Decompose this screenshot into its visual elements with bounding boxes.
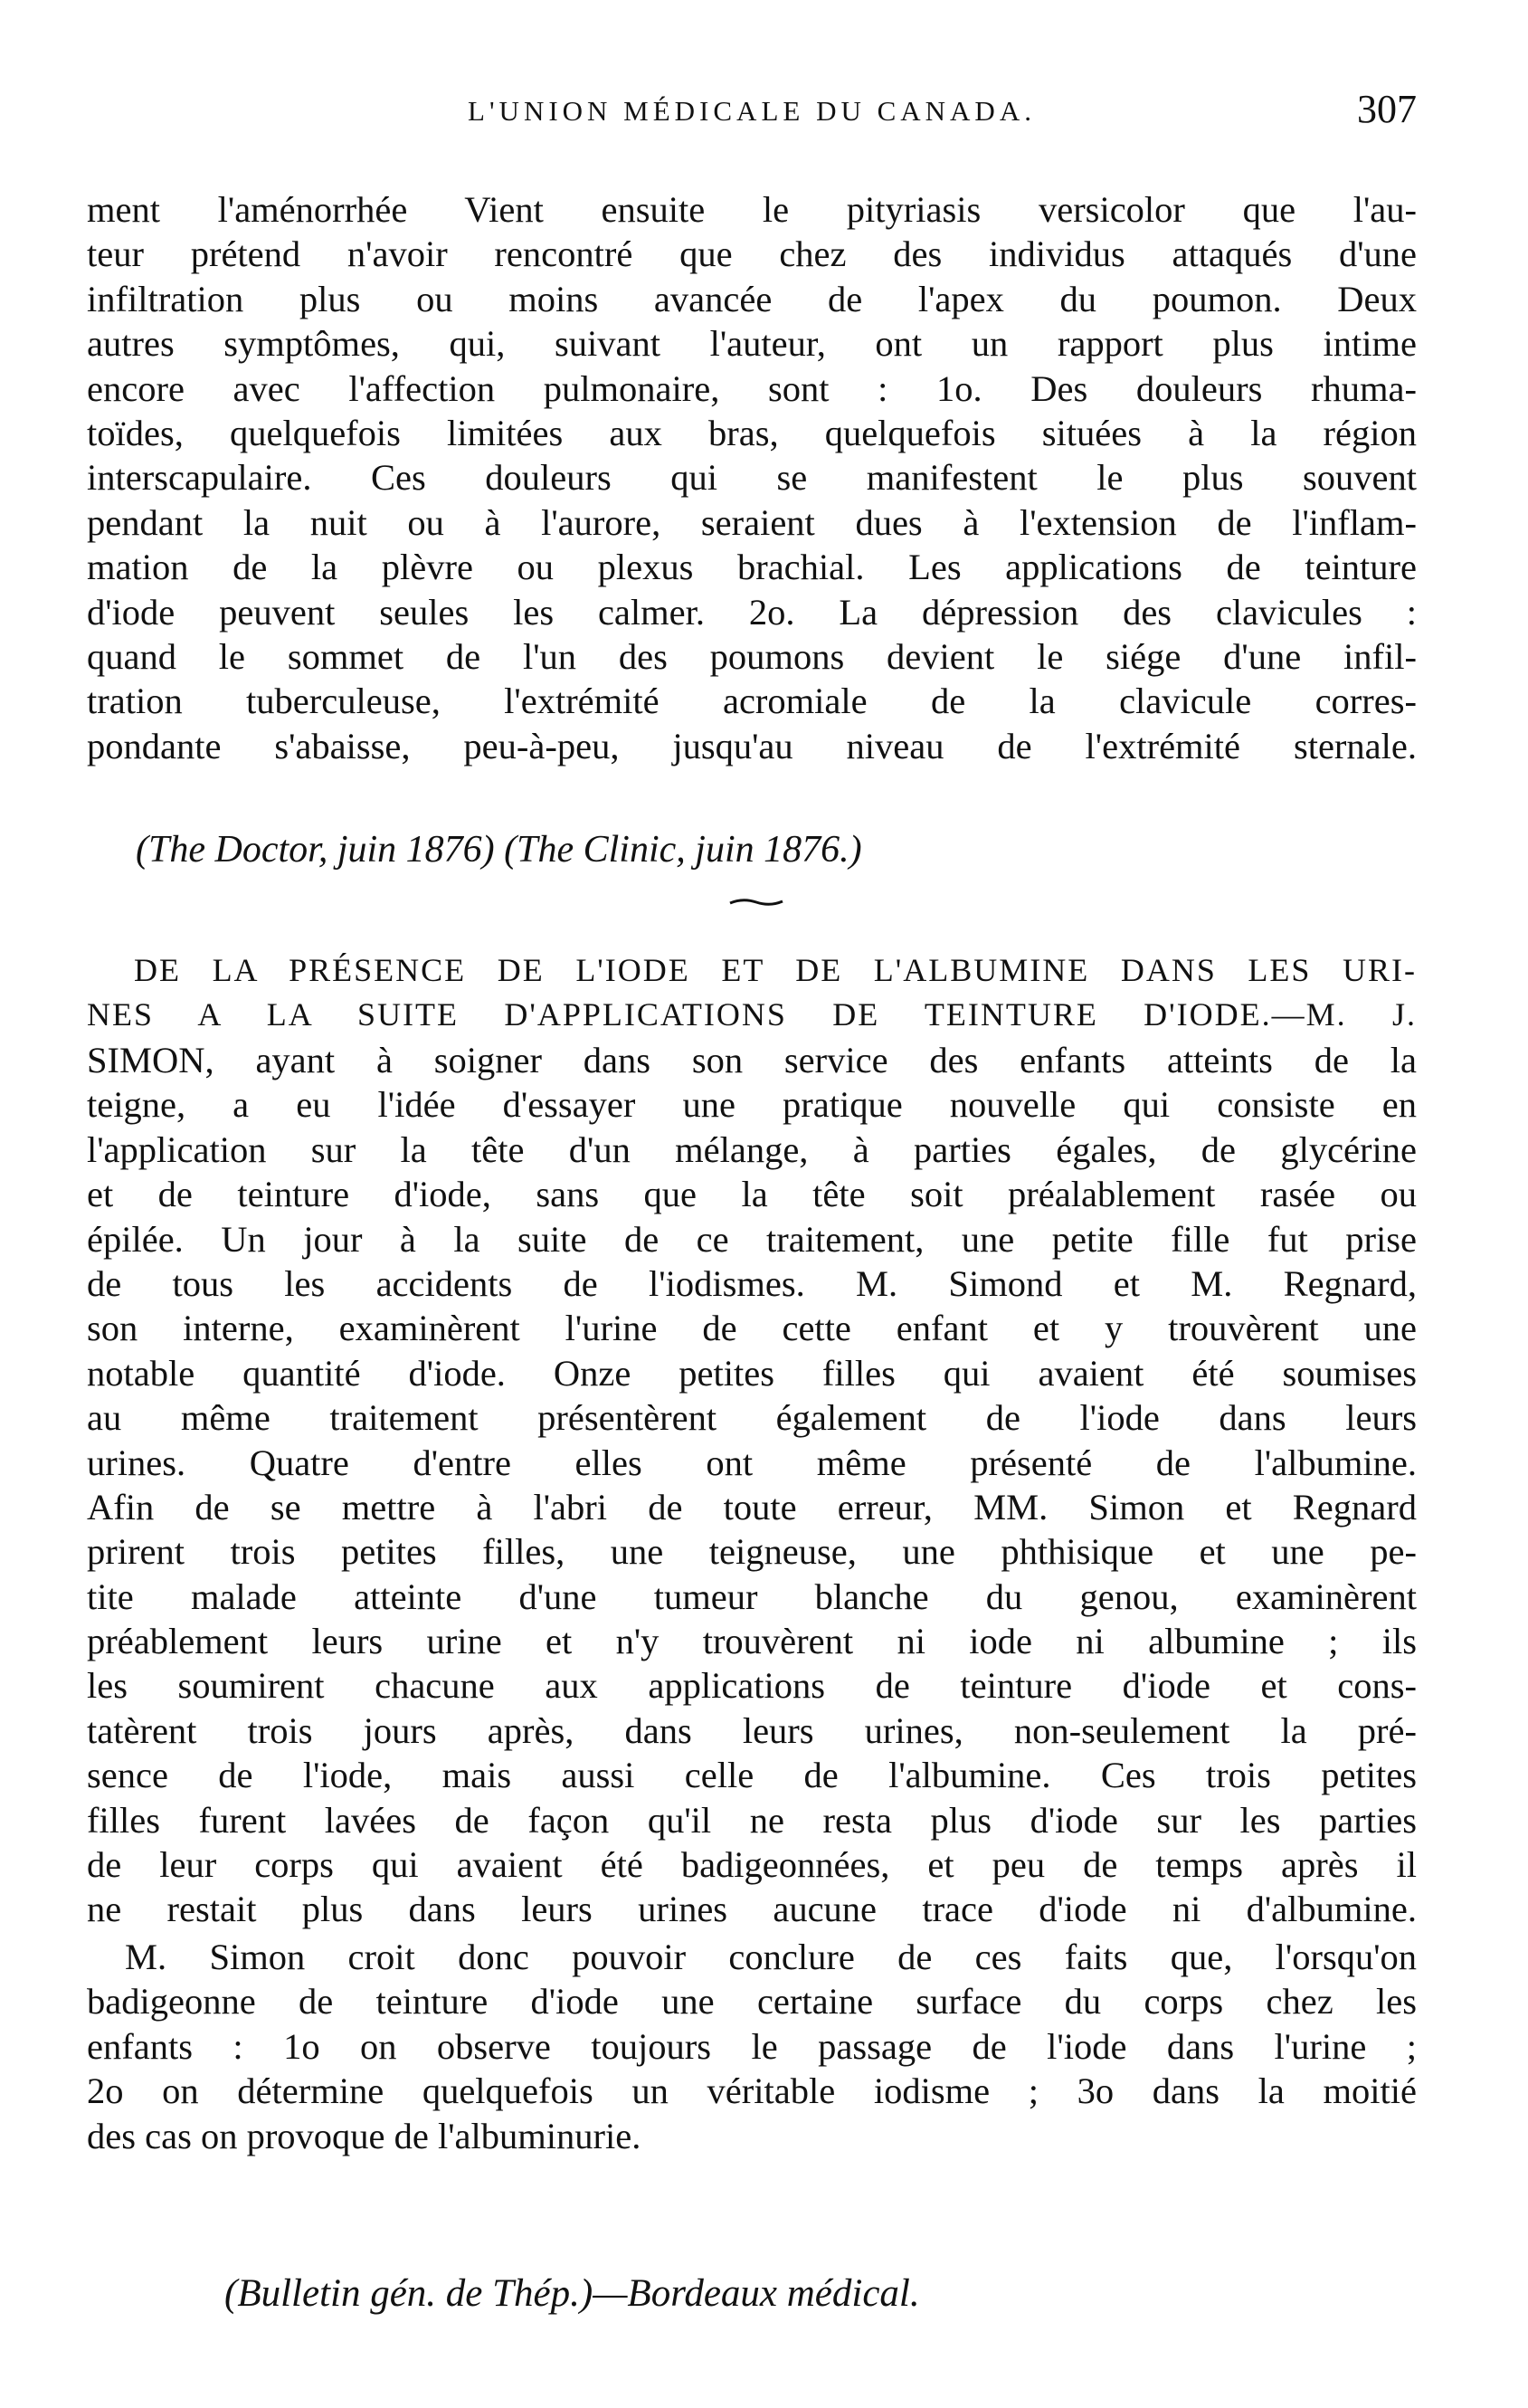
text-line: teigne, a eu l'idée d'essayer une pratique nouvelle qui consiste en <box>87 1084 1417 1126</box>
text-line: pendant la nuit ou à l'aurore, seraient dues à l'extension de l'inflam- <box>87 501 1417 543</box>
text-line: des cas on provoque de l'albuminurie. <box>87 2115 641 2156</box>
text-line: de tous les accidents de l'iodismes. M. Simond et M. Regnard, <box>87 1262 1417 1304</box>
article1-body <box>87 187 1417 768</box>
text-line: 2o on détermine quelquefois un véritable iodisme ; 3o dans la moitié <box>87 2070 1417 2112</box>
text-line: les soumirent chacune aux applications de teinture d'iode et cons- <box>87 1665 1417 1707</box>
text-line: tatèrent trois jours après, dans leurs urines, non-seulement la pré- <box>87 1709 1417 1751</box>
title-line: NES A LA SUITE D'APPLICATIONS DE TEINTURE D'IODE.—M. J. <box>87 996 1417 1033</box>
text-line: sence de l'iode, mais aussi celle de l'albumine. Ces trois petites <box>87 1755 1417 1796</box>
running-title: L'UNION MÉDICALE DU CANADA. <box>468 95 1036 127</box>
text-line: encore avec l'affection pulmonaire, sont : 1o. Des douleurs rhuma- <box>87 367 1417 409</box>
text-line: de leur corps qui avaient été badigeonnées, et peu de temps après il <box>87 1844 1417 1886</box>
text-line: teur prétend n'avoir rencontré que chez des individus attaqués d'une <box>87 233 1417 275</box>
text-line: préablement leurs urine et n'y trouvèrent ni iode ni albumine ; ils <box>87 1621 1417 1662</box>
text-line: interscapulaire. Ces douleurs qui se manifestent le plus souvent <box>87 457 1417 499</box>
text-line: toïdes, quelquefois limitées aux bras, quelquefois situées à la région <box>87 412 1417 453</box>
article2-body <box>87 1038 1417 1932</box>
article2-citation: (Bulletin gén. de Thép.)—Bordeaux médical. <box>224 2272 920 2315</box>
text-line: mation de la plèvre ou plexus brachial. Les applications de teinture <box>87 547 1417 588</box>
text-line: l'application sur la tête d'un mélange, à parties égales, de glycérine <box>87 1128 1417 1170</box>
text-line: et de teinture d'iode, sans que la tête soit préalablement rasée ou <box>87 1174 1417 1215</box>
text-line: filles furent lavées de façon qu'il ne resta plus d'iode sur les parties <box>87 1799 1417 1841</box>
article2-title <box>87 948 1417 1038</box>
text-line: pondante s'abaisse, peu-à-peu, jusqu'au niveau de l'extrémité sternale. <box>87 725 1417 766</box>
text-line: Afin de se mettre à l'abri de toute erreur, MM. Simon et Regnard <box>87 1486 1417 1528</box>
text-line: notable quantité d'iode. Onze petites filles qui avaient été soumises <box>87 1352 1417 1394</box>
text-line: autres symptômes, qui, suivant l'auteur, ont un rapport plus intime <box>87 323 1417 365</box>
text-line: ne restait plus dans leurs urines aucune trace d'iode ni d'albumine. <box>87 1889 1417 1930</box>
text-line: épilée. Un jour à la suite de ce traitement, une petite fille fut prise <box>87 1218 1417 1260</box>
text-line: d'iode peuvent seules les calmer. 2o. La dépression des clavicules : <box>87 591 1417 633</box>
title-line: DE LA PRÉSENCE DE L'IODE ET DE L'ALBUMINE DANS LES URI- <box>134 952 1417 988</box>
running-head <box>87 86 1417 140</box>
text-line: enfants : 1o on observe toujours le passage de l'iode dans l'urine ; <box>87 2025 1417 2067</box>
text-line: infiltration plus ou moins avancée de l'apex du poumon. Deux <box>87 278 1417 319</box>
text-line: au même traitement présentèrent également de l'iode dans leurs <box>87 1397 1417 1439</box>
text-line: urines. Quatre d'entre elles ont même présenté de l'albumine. <box>87 1442 1417 1483</box>
text-line: tration tuberculeuse, l'extrémité acromiale de la clavicule corres- <box>87 681 1417 722</box>
text-line: M. Simon croit donc pouvoir conclure de ces faits que, l'orsqu'on <box>125 1937 1417 1977</box>
text-line: prirent trois petites filles, une teigneuse, une phthisique et une pe- <box>87 1531 1417 1573</box>
text-line: badigeonne de teinture d'iode une certaine surface du corps chez les <box>87 1981 1417 2023</box>
text-line: tite malade atteinte d'une tumeur blanche du genou, examinèrent <box>87 1575 1417 1617</box>
section-separator <box>728 896 784 909</box>
text-line: son interne, examinèrent l'urine de cette enfant et y trouvèrent une <box>87 1308 1417 1349</box>
text-line: quand le sommet de l'un des poumons devient le siége d'une infil- <box>87 635 1417 677</box>
text-line: SIMON, ayant à soigner dans son service des enfants atteints de la <box>87 1040 1417 1080</box>
text-line: ment l'aménorrhée Vient ensuite le pityriasis versicolor que l'au- <box>87 189 1417 230</box>
page-number: 307 <box>1357 87 1417 131</box>
article2-conclusion <box>87 1935 1417 2158</box>
article1-citation: (The Doctor, juin 1876) (The Clinic, juin 1876.) <box>136 829 862 871</box>
